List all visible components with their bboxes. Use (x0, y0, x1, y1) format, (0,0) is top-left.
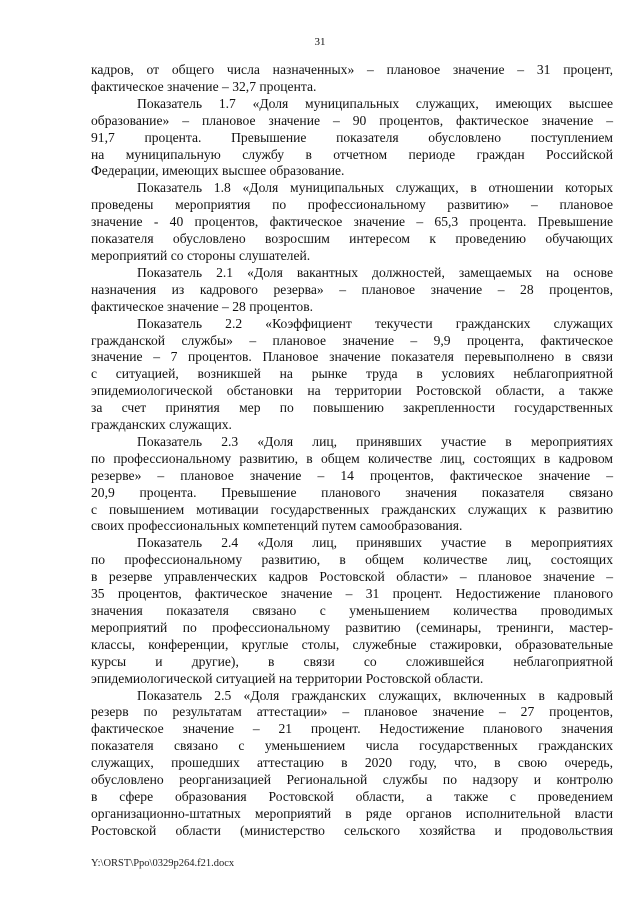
paragraph-line: фактическое значение – 32,7 процента. (91, 78, 317, 94)
paragraph-line: с ситуацией, возникшей на рынке труда в условиях неблагоприятной (91, 366, 613, 382)
paragraph-line: Показатель 1.8 «Доля муниципальных служащих, в отношении которых (137, 180, 613, 196)
paragraph-line: Ростовской области (министерство сельского хозяйства и продовольствия (91, 822, 613, 838)
file-path-footer: Y:\ORST\Ppo\0329p264.f21.docx (91, 858, 235, 869)
paragraph-line: курсы и другие), в связи со сложившейся неблагоприятной (91, 653, 613, 669)
paragraph-line: значение – 7 процентов. Плановое значение показателя перевыполнено в связи (91, 349, 613, 365)
paragraph-line: показателя обусловлено возросшим интересом к проведению обучающих (91, 231, 613, 247)
paragraph-line: 20,9 процента. Превышение планового значения показателя связано (91, 484, 613, 500)
paragraph-line: за счет принятия мер по повышению закрепленности государственных (91, 400, 613, 416)
paragraph-line: с повышением мотивации государственных гражданских служащих к развитию (91, 501, 613, 517)
paragraph-line: Показатель 2.1 «Доля вакантных должностей, замещаемых на основе (137, 264, 613, 280)
paragraph-line: назначения из кадрового резерва» – плановое значение – 28 процентов, (91, 281, 613, 297)
paragraph-line: в сфере образования Ростовской области, а также с проведением (91, 788, 613, 804)
paragraph-line: фактическое значение – 21 процент. Недостижение планового значения (91, 721, 613, 737)
paragraph-line: показателя связано с уменьшением числа государственных гражданских (91, 738, 613, 754)
paragraph-line: Показатель 1.7 «Доля муниципальных служащих, имеющих высшее (137, 95, 613, 111)
paragraph-line: проведены мероприятия по профессиональному развитию» – плановое (91, 197, 613, 213)
paragraph-line: обусловлено реорганизацией Региональной службы по надзору и контролю (91, 772, 613, 788)
paragraph-line: Федерации, имеющих высшее образование. (91, 163, 345, 179)
paragraph-line: гражданской службы» – плановое значение – 9,9 процента, фактическое (91, 332, 613, 348)
document-body (91, 62, 613, 840)
paragraph-line: Показатель 2.5 «Доля гражданских служащих, включенных в кадровый (137, 687, 613, 703)
paragraph-line: эпидемиологической ситуацией на территории Ростовской области. (91, 670, 484, 686)
paragraph-line: значение - 40 процентов, фактическое значение – 65,3 процента. Превышение (91, 214, 613, 230)
paragraph-line: резерв по результатам аттестации» – плановое значение – 27 процентов, (91, 704, 613, 720)
paragraph-line: Показатель 2.4 «Доля лиц, принявших участие в мероприятиях (137, 535, 613, 551)
paragraph-line: гражданских служащих. (91, 417, 232, 433)
paragraph-line: организационно-штатных мероприятий в ряде органов исполнительной власти (91, 805, 613, 821)
paragraph-line: фактическое значение – 28 процентов. (91, 298, 314, 314)
paragraph-line: на муниципальную службу в отчетном периоде граждан Российской (91, 146, 613, 162)
paragraph-line: своих профессиональных компетенций путем самообразования. (91, 518, 463, 534)
paragraph-line: образование» – плановое значение – 90 процентов, фактическое значение – (91, 112, 613, 128)
paragraph-line: 35 процентов, фактическое значение – 31 процент. Недостижение планового (91, 586, 613, 602)
paragraph-line: по профессиональному развитию, в общем количестве лиц, состоящих в кадровом (91, 450, 613, 466)
paragraph-line: мероприятий по профессиональному развитию (семинары, тренинги, мастер- (91, 619, 613, 635)
paragraph-line: Показатель 2.3 «Доля лиц, принявших участие в мероприятиях (137, 433, 613, 449)
paragraph-line: мероприятий со стороны слушателей. (91, 247, 311, 263)
paragraph-line: 91,7 процента. Превышение показателя обусловлено поступлением (91, 129, 613, 145)
paragraph-line: значения показателя связано с уменьшением количества проводимых (91, 603, 613, 618)
paragraph-line: в резерве управленческих кадров Ростовской области» – плановое значение – (91, 569, 613, 585)
paragraph-line: по профессиональному развитию, в общем количестве лиц, состоящих (91, 552, 613, 568)
paragraph-line: эпидемиологической обстановки на территории Ростовской области, а также (91, 383, 613, 399)
paragraph-line: Показатель 2.2 «Коэффициент текучести гражданских служащих (137, 315, 613, 331)
paragraph-line: кадров, от общего числа назначенных» – плановое значение – 31 процент, (91, 62, 613, 77)
paragraph-line: служащих, прошедших аттестацию в 2020 году, что, в свою очередь, (91, 755, 613, 771)
paragraph-line: классы, конференции, круглые столы, служебные стажировки, образовательные (91, 636, 613, 652)
paragraph-line: резерве» – плановое значение – 14 процентов, фактическое значение – (91, 467, 613, 483)
page-number: 31 (314, 36, 326, 48)
